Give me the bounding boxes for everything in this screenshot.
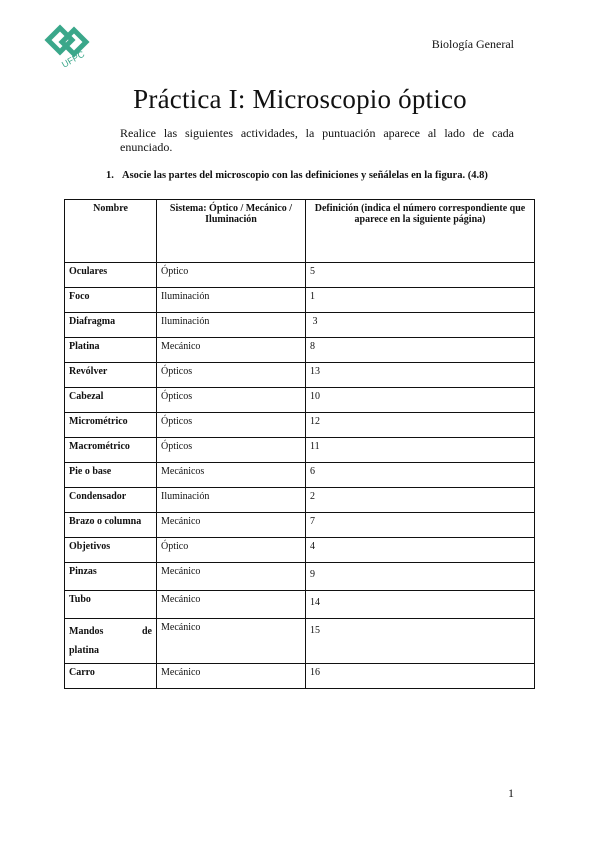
part-name: Pinzas <box>65 563 157 591</box>
part-name-word: Mandos <box>69 626 104 637</box>
part-name: Condensador <box>65 488 157 513</box>
part-system: Mecánico <box>157 338 306 363</box>
table-row <box>65 288 535 313</box>
part-definition: 7 <box>306 513 535 538</box>
header-definicion: Definición (indica el número correspondiente que aparece en la siguiente página) <box>306 200 535 263</box>
part-definition: 2 <box>306 488 535 513</box>
part-name: Objetivos <box>65 538 157 563</box>
part-name: Diafragma <box>65 313 157 338</box>
part-name: Macrométrico <box>65 438 157 463</box>
part-name-word: de <box>142 626 152 637</box>
part-name-word: platina <box>69 645 100 656</box>
part-definition: 12 <box>306 413 535 438</box>
table-row <box>65 664 535 689</box>
table-row <box>65 563 535 591</box>
table-row <box>65 513 535 538</box>
part-definition: 9 <box>306 563 535 591</box>
part-name: Foco <box>65 288 157 313</box>
part-definition: 16 <box>306 664 535 689</box>
part-definition: 4 <box>306 538 535 563</box>
part-system: Iluminación <box>157 488 306 513</box>
part-name: Micrométrico <box>65 413 157 438</box>
part-definition: 3 <box>306 313 535 338</box>
part-system: Mecánico <box>157 513 306 538</box>
intro-text: Realice las siguientes actividades, la puntuación aparece al lado de cada enunciado. <box>120 126 514 154</box>
part-definition: 6 <box>306 463 535 488</box>
part-name: Oculares <box>65 263 157 288</box>
part-system: Mecánicos <box>157 463 306 488</box>
part-system: Óptico <box>157 263 306 288</box>
microscope-parts-table <box>64 199 535 689</box>
table-row <box>65 388 535 413</box>
table-row <box>65 413 535 438</box>
part-definition: 1 <box>306 288 535 313</box>
table-row <box>65 463 535 488</box>
table-row <box>65 338 535 363</box>
course-header: Biología General <box>431 37 514 51</box>
table-header-row <box>65 200 535 263</box>
part-name: Brazo o columna <box>65 513 157 538</box>
table-row <box>65 538 535 563</box>
part-definition: 10 <box>306 388 535 413</box>
logo-text: UFPC <box>60 48 87 70</box>
table-row <box>65 488 535 513</box>
header-nombre: Nombre <box>65 200 157 263</box>
part-system: Ópticos <box>157 388 306 413</box>
part-name: Pie o base <box>65 463 157 488</box>
part-system: Mecánico <box>157 563 306 591</box>
header-sistema: Sistema: Óptico / Mecánico / Iluminación <box>157 200 306 263</box>
part-definition: 15 <box>306 619 535 664</box>
part-system: Mecánico <box>157 619 306 664</box>
question-1 <box>106 170 488 181</box>
table-row <box>65 619 535 664</box>
part-name: Revólver <box>65 363 157 388</box>
part-system: Óptico <box>157 538 306 563</box>
part-name-line <box>69 622 152 641</box>
table-row <box>65 313 535 338</box>
table-row <box>65 591 535 619</box>
part-definition: 5 <box>306 263 535 288</box>
part-system: Ópticos <box>157 363 306 388</box>
part-system: Ópticos <box>157 438 306 463</box>
part-system: Mecánico <box>157 664 306 689</box>
part-name: Platina <box>65 338 157 363</box>
page-number: 1 <box>508 786 514 800</box>
table-row <box>65 438 535 463</box>
part-system: Ópticos <box>157 413 306 438</box>
ufpc-logo <box>42 22 90 70</box>
question-number: 1. <box>106 170 114 181</box>
part-system: Mecánico <box>157 591 306 619</box>
part-name <box>65 619 157 664</box>
page-title: Práctica I: Microscopio óptico <box>133 84 467 114</box>
table-row <box>65 363 535 388</box>
part-system: Iluminación <box>157 288 306 313</box>
part-definition: 11 <box>306 438 535 463</box>
part-system: Iluminación <box>157 313 306 338</box>
question-text: Asocie las partes del microscopio con las definiciones y señálelas en la figura. (4.8) <box>122 170 488 181</box>
part-name: Cabezal <box>65 388 157 413</box>
part-definition: 13 <box>306 363 535 388</box>
part-name: Tubo <box>65 591 157 619</box>
part-definition: 14 <box>306 591 535 619</box>
part-definition: 8 <box>306 338 535 363</box>
part-name: Carro <box>65 664 157 689</box>
table-row <box>65 263 535 288</box>
ufpc-logo-icon <box>42 22 90 70</box>
